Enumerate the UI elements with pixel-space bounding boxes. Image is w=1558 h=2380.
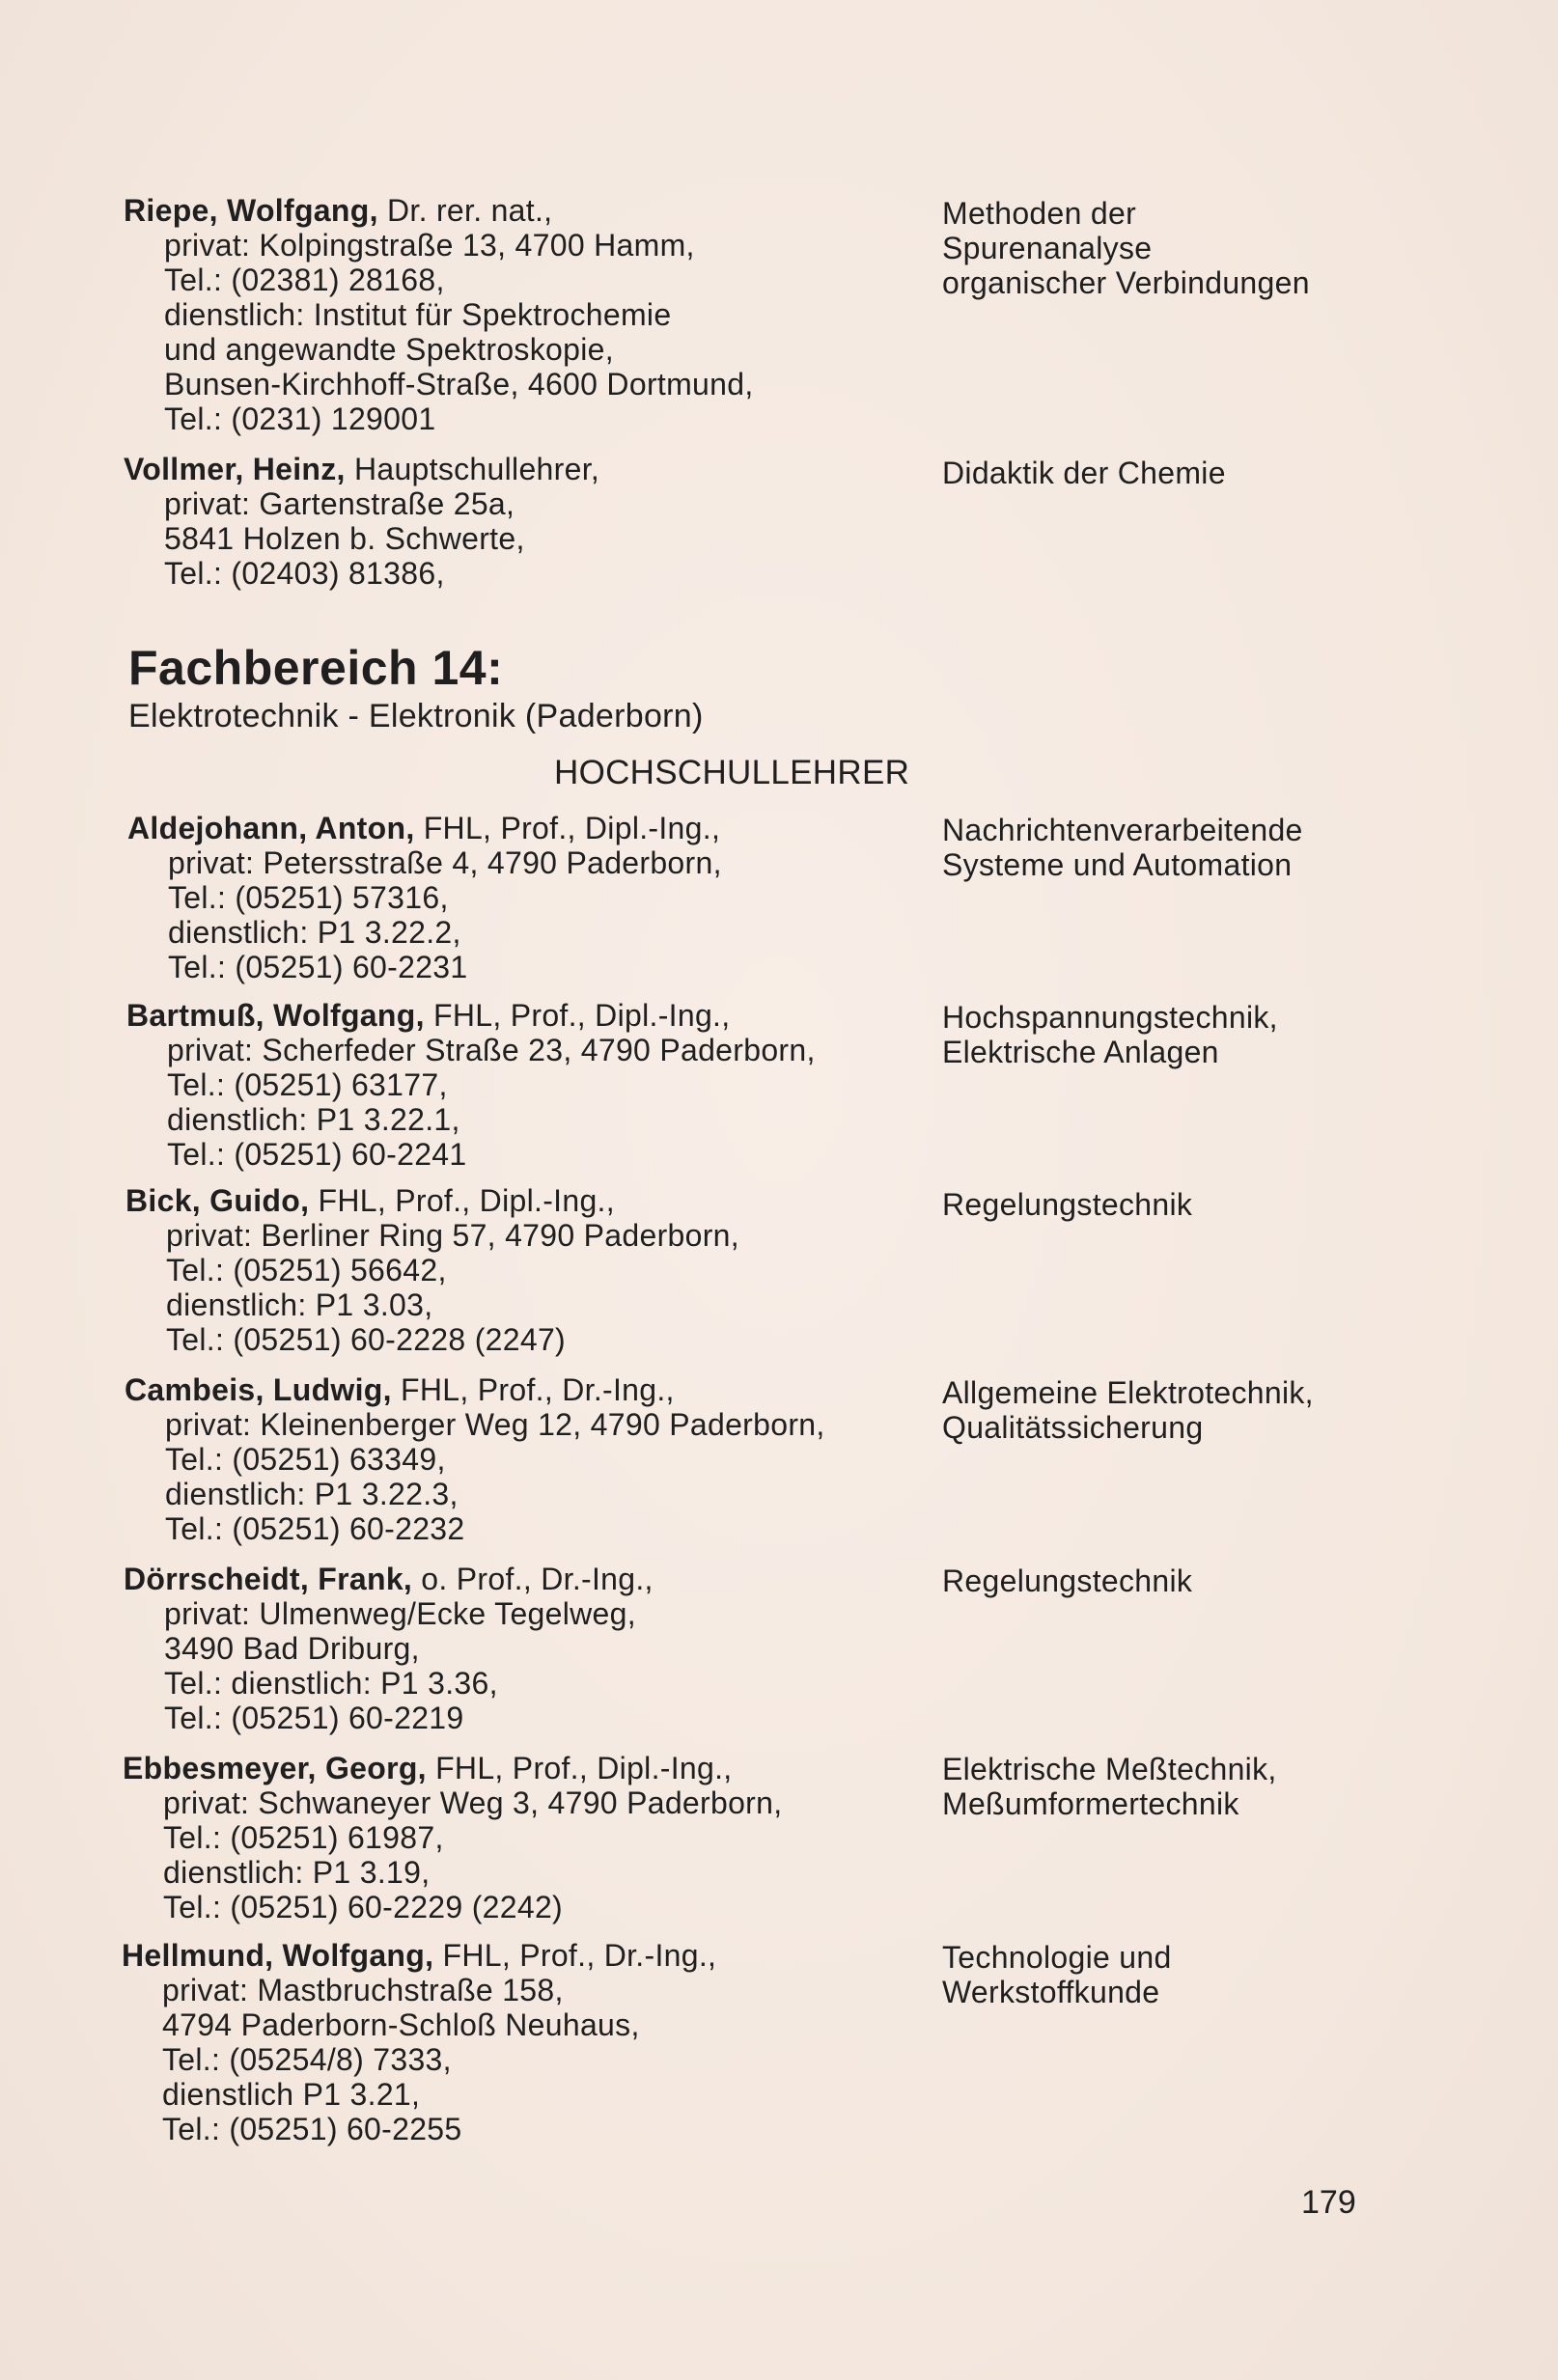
subject-line: Technologie und xyxy=(942,1940,1172,1975)
entry-heading xyxy=(124,452,915,486)
subject-line: Qualitätssicherung xyxy=(942,1410,1204,1445)
entry-heading xyxy=(126,998,918,1033)
entry-detail: privat: Schwaneyer Weg 3, 4790 Paderborn, xyxy=(163,1785,783,1820)
subject-line: Elektrische Meßtechnik, xyxy=(942,1752,1277,1786)
entry-detail: Tel.: (05251) 63349, xyxy=(165,1442,446,1477)
entry-detail: privat: Petersstraße 4, 4790 Paderborn, xyxy=(168,845,722,880)
entry-detail: privat: Scherfeder Straße 23, 4790 Paderborn, xyxy=(167,1033,816,1067)
subject-line: Hochspannungstechnik, xyxy=(942,1000,1278,1035)
entry-detail: privat: Ulmenweg/Ecke Tegelweg, xyxy=(164,1596,636,1631)
subject-line: Werkstoffkunde xyxy=(942,1975,1160,2009)
entry-detail: Tel.: (02403) 81386, xyxy=(164,556,445,591)
entry-heading xyxy=(127,811,919,845)
entry-title: o. Prof., Dr.-Ing., xyxy=(412,1562,654,1596)
entry-title: Hauptschullehrer, xyxy=(345,452,600,486)
subject-cambeis xyxy=(942,1375,1521,1445)
entry-detail: dienstlich: P1 3.22.2, xyxy=(168,915,461,950)
entry-name: Vollmer, Heinz, xyxy=(124,452,346,486)
subject-line: Elektrische Anlagen xyxy=(942,1035,1219,1069)
entry-heading xyxy=(123,1751,914,1785)
entry-title: FHL, Prof., Dipl.-Ing., xyxy=(426,1751,733,1785)
entry-detail: dienstlich: Institut für Spektrochemie xyxy=(164,297,672,332)
subject-bartmuss xyxy=(942,1000,1521,1069)
entry-heading xyxy=(124,193,915,228)
subject-ebbesmeyer xyxy=(942,1752,1521,1821)
entry-detail: Tel.: (0231) 129001 xyxy=(164,401,436,436)
subject-line: Methoden der xyxy=(942,196,1137,231)
subject-riepe xyxy=(942,196,1521,300)
entry-name: Hellmund, Wolfgang, xyxy=(122,1938,434,1973)
subject-aldejohann xyxy=(942,813,1521,882)
page-number: 179 xyxy=(1301,2184,1356,2221)
entry-detail: 5841 Holzen b. Schwerte, xyxy=(164,521,525,556)
subject-doerrscheidt xyxy=(942,1564,1521,1598)
entry-detail: privat: Mastbruchstraße 158, xyxy=(162,1973,564,2007)
entry-heading xyxy=(125,1183,917,1218)
entry-name: Dörrscheidt, Frank, xyxy=(124,1562,413,1596)
directory-entry-ebbesmeyer xyxy=(123,1751,914,1924)
entry-detail: privat: Kolpingstraße 13, 4700 Hamm, xyxy=(164,228,695,263)
entry-name: Ebbesmeyer, Georg, xyxy=(123,1751,427,1785)
entry-title: FHL, Prof., Dipl.-Ing., xyxy=(424,998,731,1033)
entry-detail: Tel.: (05251) 60-2255 xyxy=(162,2112,462,2146)
entry-title: FHL, Prof., Dipl.-Ing., xyxy=(309,1183,615,1218)
subject-line: Spurenanalyse xyxy=(942,231,1153,265)
entry-detail: Tel.: (05254/8) 7333, xyxy=(162,2042,452,2077)
entry-detail: privat: Berliner Ring 57, 4790 Paderborn, xyxy=(166,1218,739,1253)
entry-heading xyxy=(125,1372,916,1407)
entry-detail: dienstlich: P1 3.19, xyxy=(163,1855,431,1890)
entry-detail: privat: Gartenstraße 25a, xyxy=(164,486,515,521)
subject-line: Allgemeine Elektrotechnik, xyxy=(942,1375,1314,1410)
subject-bick xyxy=(942,1187,1521,1222)
entry-detail: Tel.: (05251) 61987, xyxy=(163,1820,444,1855)
entry-detail: 3490 Bad Driburg, xyxy=(164,1631,420,1666)
entry-detail: Tel.: (05251) 60-2241 xyxy=(167,1137,467,1172)
entry-name: Cambeis, Ludwig, xyxy=(125,1372,392,1407)
subject-line: Nachrichtenverarbeitende xyxy=(942,813,1303,847)
directory-entry-doerrscheidt xyxy=(124,1562,915,1735)
entry-detail: 4794 Paderborn-Schloß Neuhaus, xyxy=(162,2007,640,2042)
entry-detail: Tel.: (05251) 60-2232 xyxy=(165,1511,465,1546)
subject-vollmer xyxy=(942,456,1521,490)
subject-line: Regelungstechnik xyxy=(942,1564,1193,1598)
subject-line: organischer Verbindungen xyxy=(942,265,1310,300)
directory-entry-bartmuss xyxy=(126,998,918,1172)
entry-name: Bick, Guido, xyxy=(125,1183,310,1218)
directory-entry-riepe xyxy=(124,193,915,436)
entry-name: Aldejohann, Anton, xyxy=(127,811,415,845)
entry-detail: Tel.: (05251) 57316, xyxy=(168,880,449,915)
entry-heading xyxy=(124,1562,915,1596)
entry-detail: Tel.: (05251) 60-2229 (2242) xyxy=(163,1890,563,1924)
entry-title: FHL, Prof., Dipl.-Ing., xyxy=(414,811,721,845)
group-heading: HOCHSCHULLEHRER xyxy=(554,754,910,791)
entry-detail: Tel.: (05251) 56642, xyxy=(166,1253,447,1287)
section-title: Fachbereich 14: xyxy=(128,641,504,695)
subject-line: Meßumformertechnik xyxy=(942,1786,1239,1821)
subject-line: Regelungstechnik xyxy=(942,1187,1193,1222)
entry-heading xyxy=(122,1938,913,1973)
directory-entry-bick xyxy=(125,1183,917,1357)
entry-detail: Tel.: (05251) 60-2231 xyxy=(168,950,468,984)
directory-entry-hellmund xyxy=(122,1938,913,2146)
entry-detail: dienstlich: P1 3.03, xyxy=(166,1287,433,1322)
entry-detail: dienstlich: P1 3.22.1, xyxy=(167,1102,460,1137)
subject-hellmund xyxy=(942,1940,1521,2009)
directory-entry-vollmer xyxy=(124,452,915,591)
entry-detail: dienstlich P1 3.21, xyxy=(162,2077,421,2112)
entry-detail: Tel.: (05251) 60-2228 (2247) xyxy=(166,1322,566,1357)
entry-name: Bartmuß, Wolfgang, xyxy=(126,998,425,1033)
subject-line: Systeme und Automation xyxy=(942,847,1293,882)
entry-title: FHL, Prof., Dr.-Ing., xyxy=(433,1938,717,1973)
entry-detail: Tel.: (02381) 28168, xyxy=(164,263,445,297)
subject-line: Didaktik der Chemie xyxy=(942,456,1226,490)
entry-detail: Tel.: (05251) 63177, xyxy=(167,1067,448,1102)
directory-entry-aldejohann xyxy=(127,811,919,984)
section-subtitle: Elektrotechnik - Elektronik (Paderborn) xyxy=(128,698,704,734)
entry-title: Dr. rer. nat., xyxy=(377,193,553,228)
directory-entry-cambeis xyxy=(125,1372,916,1546)
entry-detail: Tel.: dienstlich: P1 3.36, xyxy=(164,1666,498,1701)
entry-detail: Tel.: (05251) 60-2219 xyxy=(164,1701,464,1735)
entry-title: FHL, Prof., Dr.-Ing., xyxy=(391,1372,675,1407)
entry-detail: Bunsen-Kirchhoff-Straße, 4600 Dortmund, xyxy=(164,367,754,401)
entry-detail: und angewandte Spektroskopie, xyxy=(164,332,614,367)
entry-detail: privat: Kleinenberger Weg 12, 4790 Paderborn, xyxy=(165,1407,825,1442)
entry-name: Riepe, Wolfgang, xyxy=(124,193,378,228)
entry-detail: dienstlich: P1 3.22.3, xyxy=(165,1477,459,1511)
